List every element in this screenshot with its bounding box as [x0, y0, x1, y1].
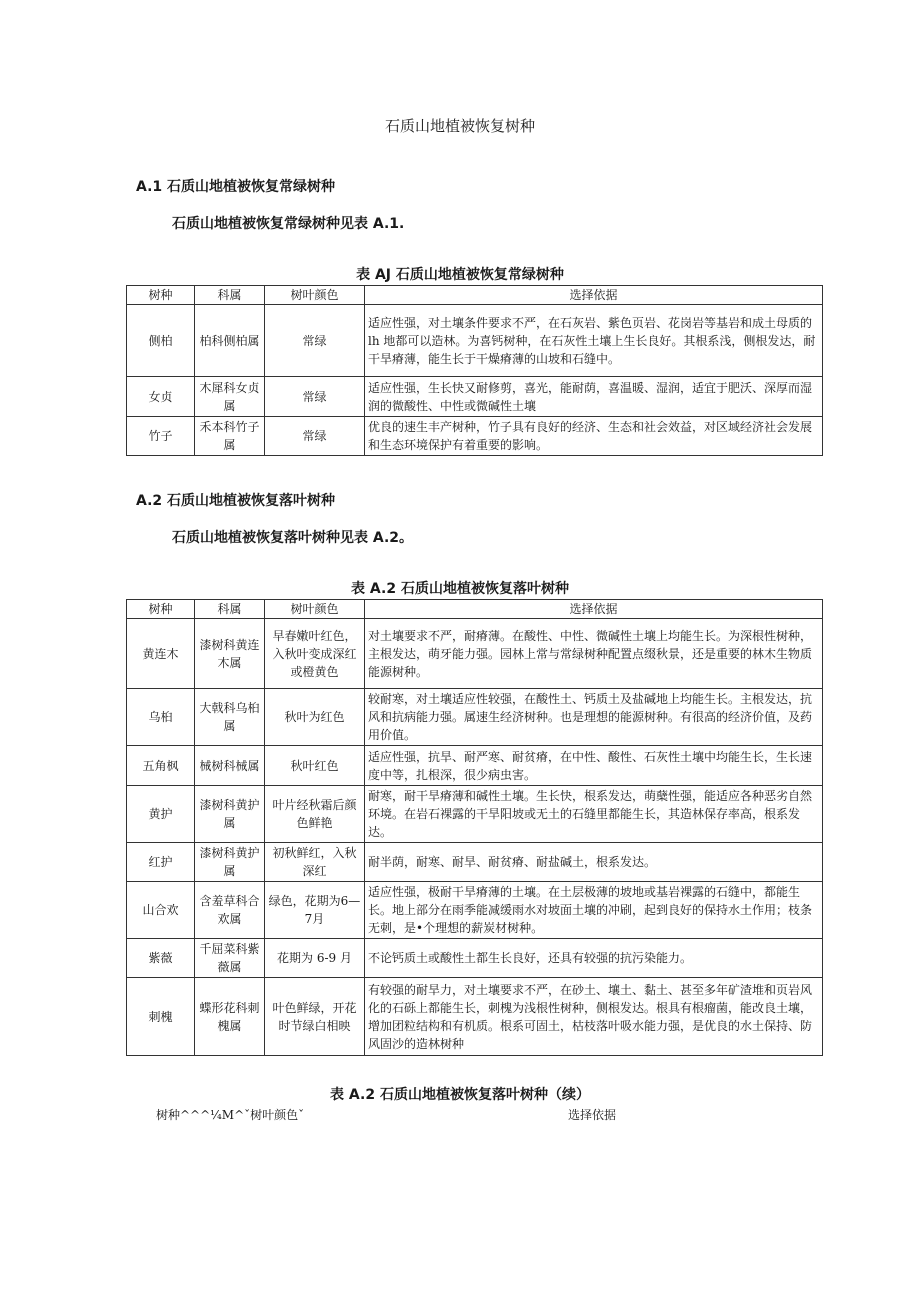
table-a1: [126, 285, 823, 456]
table-row: [127, 978, 823, 1056]
cell-family: 蝶形花科刺槐属: [195, 978, 265, 1056]
header-leaf-color: 树叶颜色: [265, 600, 365, 619]
cell-basis: 适应性强，生长快又耐修剪，喜光，能耐荫，喜温暖、湿润，适宜于肥沃、深厚而湿润的微酸性、中性或微碱性土壤: [365, 377, 823, 417]
cell-leaf-color: 叶色鲜绿，开花时节绿白相映: [265, 978, 365, 1056]
cell-family: 含羞草科合欢属: [195, 882, 265, 939]
cell-leaf-color: 秋叶为红色: [265, 689, 365, 746]
table-row: [127, 377, 823, 417]
cell-basis: 有较强的耐旱力，对土壤要求不严，在砂土、壤土、黏土、甚至多年矿渣堆和页岩风化的石砾上都能生长，刺槐为浅根性树种，侧根发达。根具有根瘤菌，能改良土壤，增加团粒结构和有机质。根系可固土，枯枝落叶吸水能力强，是优良的水土保持、防风固沙的造林树种: [365, 978, 823, 1056]
cell-species: 乌桕: [127, 689, 195, 746]
cell-species: 五角枫: [127, 746, 195, 786]
header-basis: 选择依据: [365, 600, 823, 619]
cell-leaf-color: 常绿: [265, 305, 365, 377]
header-leaf-color: 树叶颜色: [265, 286, 365, 305]
cell-basis: 对土壤要求不严，耐瘠薄。在酸性、中性、微碱性土壤上均能生长。为深根性树种，主根发达，萌牙能力强。园林上常与常绿树种配置点缀秋景，还是重要的林木生物质能源树种。: [365, 619, 823, 689]
cell-family: 柏科侧柏属: [195, 305, 265, 377]
table-header-row: [127, 600, 823, 619]
header-basis: 选择依据: [365, 286, 823, 305]
table-row: [127, 843, 823, 882]
cell-leaf-color: 绿色，花期为6—7月: [265, 882, 365, 939]
continued-header-left: 树种^^^¼M^ˇ树叶颜色ˇ: [156, 1108, 305, 1122]
cell-basis: 耐寒，耐干旱瘠薄和碱性土壤。生长快，根系发达，萌蘖性强，能适应各种恶劣自然环境。在岩石裸露的干旱阳坡或无土的石缝里都能生长，其造林保存率高，根系发达。: [365, 786, 823, 843]
header-family: 科属: [195, 600, 265, 619]
header-species: 树种: [127, 286, 195, 305]
table-row: [127, 619, 823, 689]
cell-family: 械树科械属: [195, 746, 265, 786]
section-a2-text: 石质山地植被恢复落叶树种见表 A.2。: [172, 530, 414, 546]
cell-family: 木犀科女贞属: [195, 377, 265, 417]
cell-leaf-color: 早春嫩叶红色，入秋叶变成深红或橙黄色: [265, 619, 365, 689]
cell-basis: 不论钙质土或酸性土都生长良好，还具有较强的抗污染能力。: [365, 939, 823, 978]
table-header-row: [127, 286, 823, 305]
table-row: [127, 786, 823, 843]
header-family: 科属: [195, 286, 265, 305]
cell-species: 山合欢: [127, 882, 195, 939]
cell-species: 侧柏: [127, 305, 195, 377]
table-a2-caption: 表 A.2 石质山地植被恢复落叶树种: [351, 581, 569, 597]
table-a2: [126, 599, 823, 1056]
header-species: 树种: [127, 600, 195, 619]
cell-leaf-color: 常绿: [265, 377, 365, 417]
cell-leaf-color: 花期为 6-9 月: [265, 939, 365, 978]
cell-species: 黄护: [127, 786, 195, 843]
cell-leaf-color: 初秋鲜红，入秋深红: [265, 843, 365, 882]
table-row: [127, 689, 823, 746]
table-a2-continued-caption: 表 A.2 石质山地植被恢复落叶树种（续）: [330, 1087, 590, 1103]
cell-basis: 耐半荫，耐寒、耐旱、耐贫瘠、耐盐碱土，根系发达。: [365, 843, 823, 882]
cell-species: 黄连木: [127, 619, 195, 689]
cell-leaf-color: 秋叶红色: [265, 746, 365, 786]
cell-family: 大戟科乌桕属: [195, 689, 265, 746]
cell-family: 禾本科竹子属: [195, 417, 265, 456]
cell-species: 竹子: [127, 417, 195, 456]
page-title: 石质山地植被恢复树种: [384, 117, 535, 135]
cell-leaf-color: 叶片经秋霜后颜色鲜艳: [265, 786, 365, 843]
cell-family: 漆树科黄护属: [195, 843, 265, 882]
table-a1-caption: 表 AJ 石质山地植被恢复常绿树种: [356, 267, 564, 283]
table-row: [127, 939, 823, 978]
cell-species: 刺槐: [127, 978, 195, 1056]
cell-basis: 适应性强，抗旱、耐严寒、耐贫瘠，在中性、酸性、石灰性土壤中均能生长，生长速度中等，扎根深，很少病虫害。: [365, 746, 823, 786]
table-row: [127, 305, 823, 377]
continued-header-basis: 选择依据: [568, 1108, 617, 1122]
cell-leaf-color: 常绿: [265, 417, 365, 456]
cell-family: 漆树科黄连木属: [195, 619, 265, 689]
cell-basis: 适应性强，极耐干旱瘠薄的土壤。在土层极薄的坡地或基岩裸露的石缝中，都能生长。地上部分在雨季能减缓雨水对坡面土壤的冲刷，起到良好的保持水土作用；枝条无刺，是•个理想的薪炭材树种。: [365, 882, 823, 939]
cell-basis: 优良的速生丰产树种，竹子具有良好的经济、生态和社会效益，对区域经济社会发展和生态环境保护有着重要的影响。: [365, 417, 823, 456]
cell-family: 漆树科黄护属: [195, 786, 265, 843]
cell-species: 女贞: [127, 377, 195, 417]
cell-basis: 较耐寒，对土壤适应性较强，在酸性土、钙质土及盐碱地上均能生长。主根发达，抗风和抗病能力强。属速生经济树种。也是理想的能源树种。有很高的经济价值，及药用价值。: [365, 689, 823, 746]
cell-basis: 适应性强，对土壤条件要求不严，在石灰岩、紫色页岩、花岗岩等基岩和成土母质的 lh 地都可以造林。为喜钙树种，在石灰性土壤上生长良好。其根系浅，侧根发达，耐干旱瘠薄，能生长于干燥瘠薄的山坡和石缝中。: [365, 305, 823, 377]
cell-family: 千屈菜科紫薇属: [195, 939, 265, 978]
cell-species: 紫薇: [127, 939, 195, 978]
section-a1-text: 石质山地植被恢复常绿树种见表 A.1.: [172, 216, 405, 232]
table-row: [127, 417, 823, 456]
section-a1-heading: A.1 石质山地植被恢复常绿树种: [136, 179, 336, 195]
table-row: [127, 882, 823, 939]
cell-species: 红护: [127, 843, 195, 882]
table-row: [127, 746, 823, 786]
section-a2-heading: A.2 石质山地植被恢复落叶树种: [136, 493, 336, 509]
